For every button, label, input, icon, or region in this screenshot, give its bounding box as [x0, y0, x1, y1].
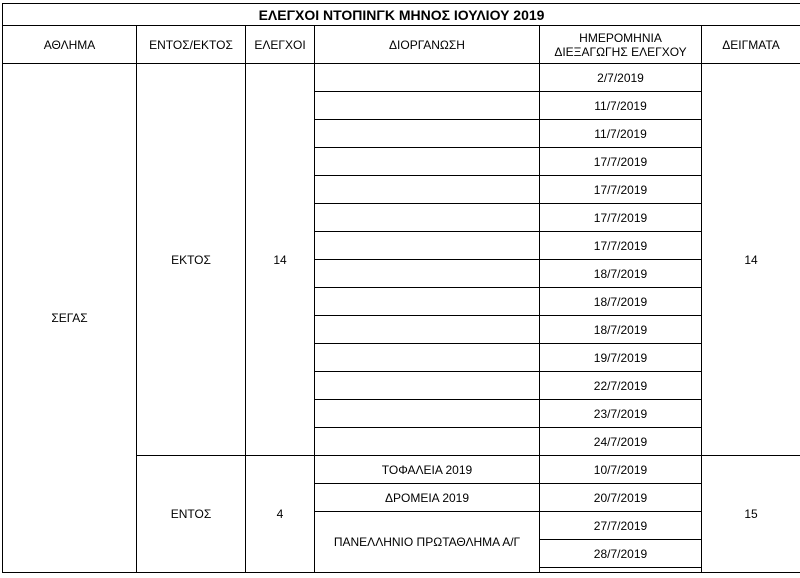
- group-tests-cell: 4: [246, 456, 315, 573]
- header-organization: ΔΙΟΡΓΑΝΩΣΗ: [315, 26, 540, 64]
- organization-cell: [315, 372, 540, 400]
- organization-cell: [315, 428, 540, 456]
- header-tests: ΕΛΕΓΧΟΙ: [246, 26, 315, 64]
- organization-cell: [315, 120, 540, 148]
- table-title: ΕΛΕΓΧΟΙ ΝΤΟΠΙΝΓΚ ΜΗΝΟΣ ΙΟΥΛΙΟΥ 2019: [3, 4, 800, 26]
- date-cell: 28/7/2019: [540, 540, 702, 568]
- header-sport: ΑΘΛΗΜΑ: [3, 26, 137, 64]
- header-row: [3, 26, 800, 64]
- organization-cell: [315, 64, 540, 92]
- date-cell: 18/7/2019: [540, 288, 702, 316]
- organization-cell: [315, 288, 540, 316]
- organization-cell: [315, 92, 540, 120]
- organization-cell: ΔΡΟΜΕΙΑ 2019: [315, 484, 540, 512]
- date-cell: 23/7/2019: [540, 400, 702, 428]
- group-tests-cell: 14: [246, 64, 315, 456]
- date-cell: 17/7/2019: [540, 176, 702, 204]
- table-row: [3, 64, 800, 92]
- date-cell: 24/7/2019: [540, 428, 702, 456]
- date-cell: 18/7/2019: [540, 260, 702, 288]
- date-cell: 18/7/2019: [540, 316, 702, 344]
- group-samples-cell: 15: [702, 456, 800, 573]
- date-cell: 17/7/2019: [540, 204, 702, 232]
- group-type-cell: ΕΝΤΟΣ: [137, 456, 246, 573]
- group-samples-cell: 14: [702, 64, 800, 456]
- organization-cell: [315, 316, 540, 344]
- header-date-line2: ΔΙΕΞΑΓΩΓΗΣ ΕΛΕΓΧΟΥ: [554, 44, 687, 59]
- date-cell: 22/7/2019: [540, 372, 702, 400]
- organization-cell: [315, 400, 540, 428]
- date-cell: [540, 568, 702, 573]
- date-cell: 17/7/2019: [540, 232, 702, 260]
- date-cell: 11/7/2019: [540, 92, 702, 120]
- sport-cell: ΣΕΓΑΣ: [3, 64, 137, 573]
- group-type-cell: ΕΚΤΟΣ: [137, 64, 246, 456]
- date-cell: 19/7/2019: [540, 344, 702, 372]
- organization-cell: [315, 260, 540, 288]
- header-samples: ΔΕΙΓΜΑΤΑ: [702, 26, 800, 64]
- doping-tests-table: [2, 3, 800, 573]
- date-cell: 17/7/2019: [540, 148, 702, 176]
- organization-cell: ΤΟΦΑΛΕΙΑ 2019: [315, 456, 540, 484]
- header-date: [540, 26, 702, 64]
- date-cell: 2/7/2019: [540, 64, 702, 92]
- date-cell: 11/7/2019: [540, 120, 702, 148]
- header-in-out: ΕΝΤΟΣ/ΕΚΤΟΣ: [137, 26, 246, 64]
- date-cell: 27/7/2019: [540, 512, 702, 540]
- date-cell: 10/7/2019: [540, 456, 702, 484]
- header-date-line1: ΗΜΕΡΟΜΗΝΙΑ: [579, 30, 662, 45]
- organization-cell: [315, 204, 540, 232]
- organization-cell: ΠΑΝΕΛΛΗΝΙΟ ΠΡΩΤΑΘΛΗΜΑ Α/Γ: [315, 512, 540, 573]
- organization-cell: [315, 148, 540, 176]
- organization-cell: [315, 176, 540, 204]
- organization-cell: [315, 344, 540, 372]
- date-cell: 20/7/2019: [540, 484, 702, 512]
- organization-cell: [315, 232, 540, 260]
